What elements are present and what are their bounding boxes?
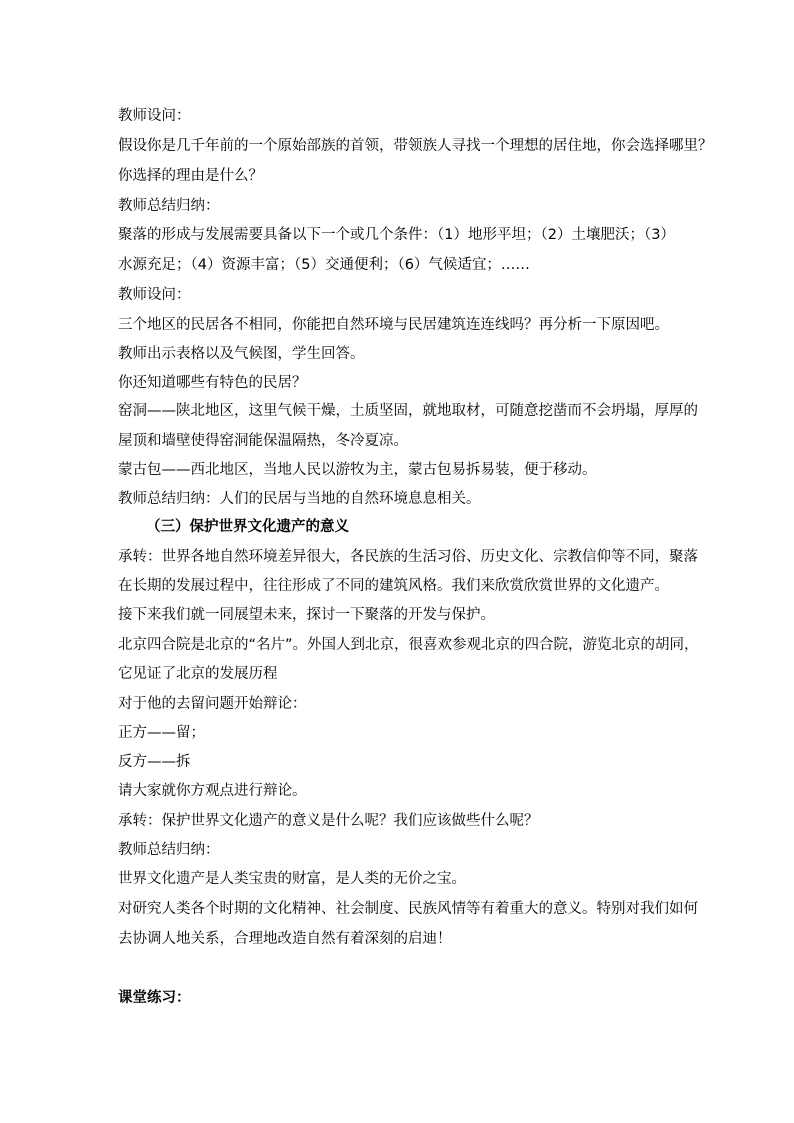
text-line: 教师总结归纳： [118, 198, 220, 214]
section-heading: （三）保护世界文化遗产的意义 [146, 519, 349, 535]
text-line: 它见证了北京的发展历程 [118, 666, 278, 682]
text-line: 蒙古包——西北地区，当地人民以游牧为主，蒙古包易拆易装，便于移动。 [118, 462, 597, 478]
text-line: 接下来我们就一同展望未来，探讨一下聚落的开发与保护。 [118, 607, 495, 623]
text-line: 水源充足；（4）资源丰富；（5）交通便利；（6）气候适宜；…… [118, 257, 530, 273]
text-line: 世界文化遗产是人类宝贵的财富，是人类的无价之宝。 [118, 871, 466, 887]
text-line: 正方——留； [118, 725, 205, 741]
text-line: 窑洞——陕北地区，这里气候干燥，土质坚固，就地取材，可随意挖凿而不会坍塌，厚厚的 [118, 403, 698, 419]
exercise-heading: 课堂练习： [118, 990, 191, 1006]
text-line: 对研究人类各个时期的文化精神、社会制度、民族风情等有着重大的意义。特别对我们如何 [118, 901, 698, 917]
text-line: 教师总结归纳：人们的民居与当地的自然环境息息相关。 [118, 491, 481, 507]
text-line: 教师设问： [118, 287, 191, 303]
text-line: 教师出示表格以及气候图，学生回答。 [118, 346, 365, 362]
text-line: 聚落的形成与发展需要具备以下一个或几个条件：（1）地形平坦；（2）土壤肥沃；（3） [118, 227, 675, 243]
text-line: 对于他的去留问题开始辩论： [118, 696, 307, 712]
text-line: 你还知道哪些有特色的民居？ [118, 375, 307, 391]
text-line: 屋顶和墙壁使得窑洞能保温隔热，冬冷夏凉。 [118, 433, 408, 449]
text-line: 北京四合院是北京的“名片”。外国人到北京，很喜欢参观北京的四合院，游览北京的胡同， [118, 637, 699, 653]
text-line: 承转：世界各地自然环境差异很大，各民族的生活习俗、历史文化、宗教信仰等不同，聚落 [118, 549, 698, 565]
text-line: 你选择的理由是什么？ [118, 168, 263, 184]
text-line: 去协调人地关系，合理地改造自然有着深刻的启迪！ [118, 931, 452, 947]
text-line: 请大家就你方观点进行辩论。 [118, 783, 307, 799]
text-line: 在长期的发展过程中，往往形成了不同的建筑风格。我们来欣赏欣赏世界的文化遗产。 [118, 578, 669, 594]
text-line: 教师设问： [118, 108, 191, 124]
text-line: 反方——拆 [118, 754, 191, 770]
text-line: 教师总结归纳： [118, 842, 220, 858]
text-line: 假设你是几千年前的一个原始部族的首领，带领族人寻找一个理想的居住地，你会选择哪里？ [118, 138, 713, 154]
text-line: 三个地区的民居各不相同，你能把自然环境与民居建筑连连线吗？再分析一下原因吧。 [118, 317, 669, 333]
text-line: 承转：保护世界文化遗产的意义是什么呢？我们应该做些什么呢？ [118, 813, 539, 829]
